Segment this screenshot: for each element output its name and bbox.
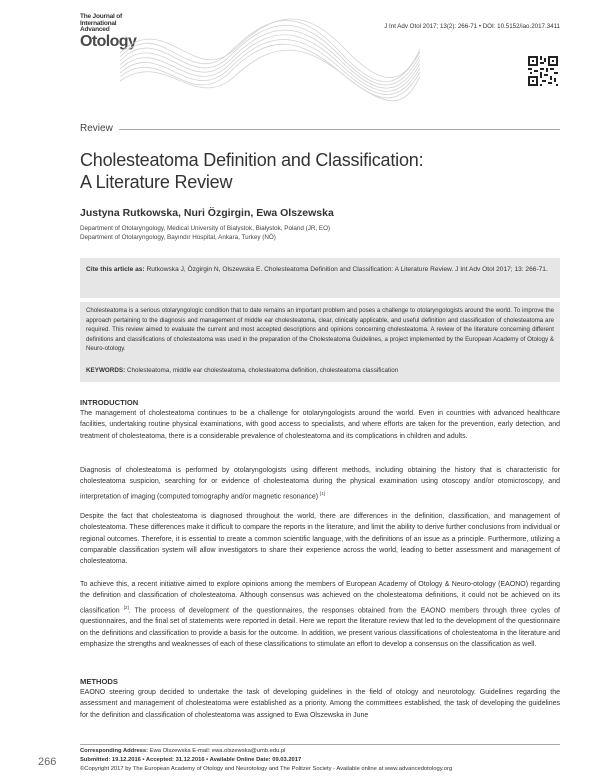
paragraph-2-text: Diagnosis of cholesteatoma is performed by otolaryngologists using different methods, including obtaining the history that is characteristic for cholesteatoma suspicion, searching for or evidence of cholesteatoma during the physical examination using otoscopy and/or otomicroscopy, and interpretation of imaging (computed tomography and/or magnetic resonance)	[80, 467, 560, 500]
methods-heading: METHODS	[80, 677, 118, 686]
keywords-label: KEYWORDS:	[86, 367, 126, 374]
affiliation-2: Department of Otolaryngology, Bayındır Hospital, Ankara, Turkey (NÖ)	[80, 234, 276, 241]
paragraph-4b: . The process of development of the questionnaires, the responses obtained from the EAONO members through three cycles of questionnaires, and the final set of statements were reported in detail. Here we report the literature review that led to the development of the questionnaire on the definitions and classification to provide a basis for the outcome. In addition, we present various classifications of cholesteatoma in the literature and emphasize the strengths and weaknesses of each of these classifications to stimulate an effort to develop a consensus on the classification as well.	[80, 606, 560, 648]
corresponding-address	[80, 748, 285, 754]
cite-body: Rutkowska J, Özgirgin N, Olszewska E. Cholesteatoma Definition and Classification: A Literature Review. J Int Adv Otol 2017; 13: 266-71.	[146, 266, 548, 273]
author-list: Justyna Rutkowska, Nuri Özgirgin, Ewa Olszewska	[80, 207, 334, 219]
logo-line3: Advanced	[80, 26, 110, 33]
reference-2: [2]	[123, 604, 129, 610]
logo-line1: The Journal of	[80, 13, 122, 20]
cite-text	[86, 264, 554, 275]
wave-graphic	[120, 5, 420, 115]
footer-divider	[80, 744, 560, 745]
corr-label: Corresponding Address:	[80, 748, 149, 754]
intro-heading: INTRODUCTION	[80, 398, 139, 407]
paragraph-2	[80, 465, 560, 502]
paragraph-1: The management of cholesteatoma continues to be a challenge for otolaryngologists around the world. Even in countries with advanced healthcare facilities, undertaking routine physical examinations, with good access to specialists, and where efforts are taken for the prevention, early detection, and treatment of cholesteatoma, there is a considerable prevalence of cholesteatoma and its complications in children and adults.	[80, 410, 560, 440]
section-divider	[119, 129, 560, 130]
article-title	[80, 149, 540, 193]
paragraph-4a: To achieve this, a recent initiative aimed to explore opinions among the members of European Academy of Otology & Neuro-otology (EAONO) regarding the definition and classification of cholesteatoma. Although consensus was achieved on the cholesteatoma definitions, it could not be achieved on its classification	[80, 581, 560, 614]
paragraph-3: Despite the fact that cholesteatoma is diagnosed throughout the world, there are differences in the definition, classification, and management of cholesteatoma. These differences make it difficult to compare the reports in the literature, and limit the ability to derive further conclusions from individual or regional outcomes. Therefore, it is essential to create a common scientific language, with the definitions of an issue as a principle. Furthermore, utilizing a comparable classification system will allow investigators to share their experience across the world, leading to better assessment and management of cholesteatoma.	[80, 513, 560, 566]
keywords-list: Cholesteatoma, middle ear cholesteatoma, cholesteatoma definition, cholesteatoma classification	[126, 367, 399, 374]
submission-dates: Submitted: 19.12.2016 • Accepted: 31.12.2016 • Available Online Date: 09.03.2017	[80, 757, 302, 763]
paragraph-4	[80, 579, 560, 650]
keywords	[86, 367, 554, 374]
title-line2: A Literature Review	[80, 172, 233, 192]
paragraph-5: EAONO steering group decided to undertake the task of developing guidelines in the field of otology and neurotology. Guidelines regarding the assessment and management of cholesteatoma were established as a priority. Among the committees established, the task of developing the guidelines for the definition and classification of cholesteatoma was assigned to Ewa Olszewska in June	[80, 689, 560, 719]
page-number: 266	[38, 756, 57, 768]
title-line1: Cholesteatoma Definition and Classification:	[80, 150, 424, 170]
section-label: Review	[80, 123, 113, 134]
copyright-line: ©Copyright 2017 by The European Academy of Otology and Neurotology and The Politzer Society - Available online at www.advancedotology.org	[80, 766, 453, 772]
qr-code-icon	[528, 56, 558, 86]
affiliation-1: Department of Otolaryngology, Medical University of Bialystok, Białystok, Poland (JR, EO)	[80, 225, 331, 232]
reference-1: [1]	[320, 490, 326, 496]
abstract-text: Cholesteatoma is a serious otolaryngologic condition that to date remains an important problem and poses a challenge to otolaryngologists around the world. To improve the approach pertaining to the diagnosis and management of middle ear cholesteatoma, clear, clinically applicable, and useful definition and classification of cholesteatoma are required. This review aimed to evaluate the current and most accepted descriptions and opinions concerning cholesteatoma. A review of the literature concerning different definitions and classifications of cholesteatoma was used in the preparation of the Cholesteatoma Guidelines, a project implemented by the European Academy of Otology & Neuro-otology.	[86, 307, 554, 353]
logo-line2: International	[80, 19, 117, 27]
journal-citation: J Int Adv Otol 2017; 13(2): 266-71 • DOI: 10.5152/iao.2017.3411	[384, 23, 560, 30]
logo-line4: Otology	[80, 32, 137, 50]
corr-text: Ewa Olszewska E-mail: ewa.olszewska@umb.edu.pl	[149, 748, 286, 754]
cite-label: Cite this article as:	[86, 266, 145, 273]
